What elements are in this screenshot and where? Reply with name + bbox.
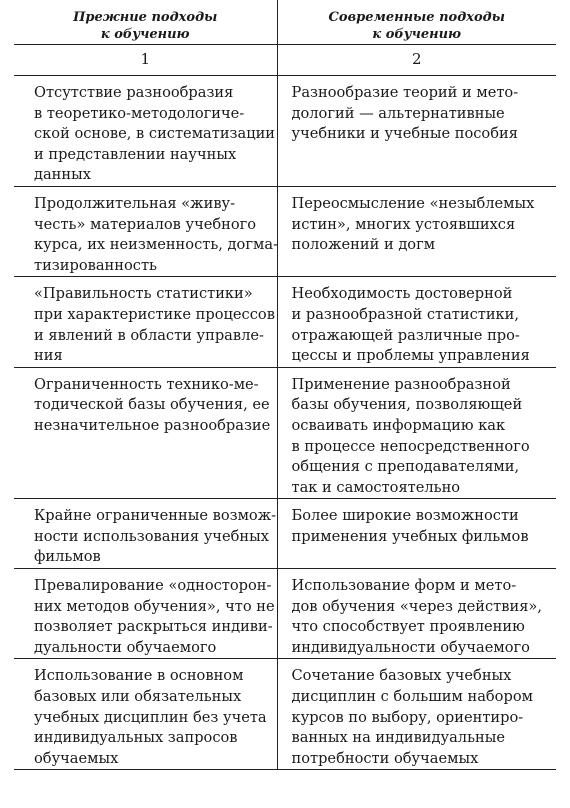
cell-text-line: и представлении научных bbox=[34, 145, 237, 163]
cell-text-line: потребности обучаемых bbox=[291, 749, 479, 767]
cell-text-line: учебники и учебные пособия bbox=[291, 125, 518, 143]
cell-text-line: ской основе, в систематизации bbox=[34, 125, 276, 143]
cell-text-line: Переосмысление «незыблемых bbox=[291, 194, 535, 212]
cell-text-line: Использование в основном bbox=[34, 667, 244, 685]
cell-text-line: что способствует проявлению bbox=[291, 618, 525, 636]
modern-approach-cell bbox=[277, 569, 556, 659]
cell-text-line: так и самостоятельно bbox=[291, 478, 461, 496]
modern-approach-cell bbox=[277, 367, 556, 499]
table-header bbox=[14, 0, 556, 45]
cell-text-line: Применение разнообразной bbox=[291, 375, 511, 393]
cell-text-line: курсов по выбору, ориентиро- bbox=[291, 708, 524, 726]
cell-text-line: положений и догм bbox=[291, 236, 436, 254]
cell-text-line: Необходимость достоверной bbox=[291, 285, 513, 303]
old-approach-cell bbox=[14, 367, 277, 499]
cell-text-line: Разнообразие теорий и мето- bbox=[291, 84, 519, 101]
table-row bbox=[14, 499, 556, 569]
old-approach-cell bbox=[14, 76, 277, 187]
cell-text-line: базовых или обязательных bbox=[34, 688, 242, 706]
column-number: 2 bbox=[277, 45, 556, 76]
cell-text-line: дуальности обучаемого bbox=[34, 638, 217, 656]
cell-text-line: дологий — альтернативные bbox=[291, 104, 505, 122]
header-line: к обучению bbox=[372, 27, 462, 42]
cell-text-line: общения с преподавателями, bbox=[291, 458, 520, 476]
cell-text-line: цессы и проблемы управления bbox=[291, 347, 530, 365]
header-old-approaches bbox=[14, 0, 277, 45]
header-modern-approaches bbox=[277, 0, 556, 45]
cell-text-line: честь» материалов учебного bbox=[34, 215, 257, 233]
table-row bbox=[14, 367, 556, 499]
column-number-row bbox=[14, 45, 556, 76]
cell-text-line: и разнообразной статистики, bbox=[291, 305, 520, 323]
cell-text-line: обучаемых bbox=[34, 749, 119, 767]
cell-text-line: ванных на индивидуальные bbox=[291, 729, 505, 747]
modern-approach-cell bbox=[277, 76, 556, 187]
cell-text-line: Сочетание базовых учебных bbox=[291, 667, 512, 685]
cell-text-line: незначительное разнообразие bbox=[34, 416, 271, 434]
header-line: Современные подходы bbox=[328, 10, 505, 25]
cell-text-line: Использование форм и мето- bbox=[291, 577, 517, 595]
old-approach-cell bbox=[14, 499, 277, 569]
cell-text-line: тодической базы обучения, ее bbox=[34, 396, 270, 414]
cell-text-line: фильмов bbox=[34, 548, 101, 566]
cell-text-line: Превалирование «односторон- bbox=[34, 577, 272, 595]
cell-text-line: дисциплин с большим набором bbox=[291, 688, 533, 706]
table-row bbox=[14, 186, 556, 276]
cell-text-line: истин», многих устоявшихся bbox=[291, 215, 516, 233]
cell-text-line: «Правильность статистики» bbox=[34, 285, 253, 303]
cell-text-line: базы обучения, позволяющей bbox=[291, 396, 523, 414]
cell-text-line: ности использования учебных bbox=[34, 527, 269, 545]
cell-text-line: Более широкие возможности bbox=[291, 507, 519, 525]
old-approach-cell bbox=[14, 186, 277, 276]
table-row bbox=[14, 76, 556, 187]
modern-approach-cell bbox=[277, 186, 556, 276]
old-approach-cell bbox=[14, 659, 277, 770]
cell-text-line: отражающей различные про- bbox=[291, 326, 520, 344]
header-line: к обучению bbox=[100, 27, 190, 42]
cell-text-line: осваивать информацию как bbox=[291, 416, 506, 434]
comparison-table bbox=[14, 0, 556, 770]
modern-approach-cell bbox=[277, 499, 556, 569]
cell-text-line: них методов обучения», что не bbox=[34, 597, 275, 615]
cell-text-line: Продолжительная «живу- bbox=[34, 194, 236, 212]
cell-text-line: Отсутствие разнообразия bbox=[34, 84, 234, 101]
cell-text-line: в теоретико-методологиче- bbox=[34, 104, 245, 122]
cell-text-line: ния bbox=[34, 347, 63, 365]
cell-text-line: индивидуальности обучаемого bbox=[291, 638, 530, 656]
cell-text-line: Крайне ограниченные возмож- bbox=[34, 507, 277, 525]
cell-text-line: учебных дисциплин без учета bbox=[34, 708, 267, 726]
modern-approach-cell bbox=[277, 659, 556, 770]
table-row bbox=[14, 569, 556, 659]
table-row bbox=[14, 277, 556, 367]
modern-approach-cell bbox=[277, 277, 556, 367]
header-line: Прежние подходы bbox=[73, 10, 218, 25]
column-number: 1 bbox=[14, 45, 277, 76]
cell-text-line: индивидуальных запросов bbox=[34, 729, 238, 747]
cell-text-line: и явлений в области управле- bbox=[34, 326, 264, 344]
old-approach-cell bbox=[14, 569, 277, 659]
cell-text-line: позволяет раскрыться индиви- bbox=[34, 618, 273, 636]
table-body bbox=[14, 45, 556, 770]
table-row bbox=[14, 659, 556, 770]
old-approach-cell bbox=[14, 277, 277, 367]
cell-text-line: в процессе непосредственного bbox=[291, 437, 530, 455]
cell-text-line: тизированность bbox=[34, 256, 157, 274]
cell-text-line: применения учебных фильмов bbox=[291, 527, 529, 545]
cell-text-line: данных bbox=[34, 166, 91, 184]
cell-text-line: курса, их неизменность, догма- bbox=[34, 236, 278, 254]
cell-text-line: при характеристике процессов bbox=[34, 305, 275, 323]
cell-text-line: дов обучения «через действия», bbox=[291, 597, 542, 615]
cell-text-line: Ограниченность технико-ме- bbox=[34, 375, 259, 393]
